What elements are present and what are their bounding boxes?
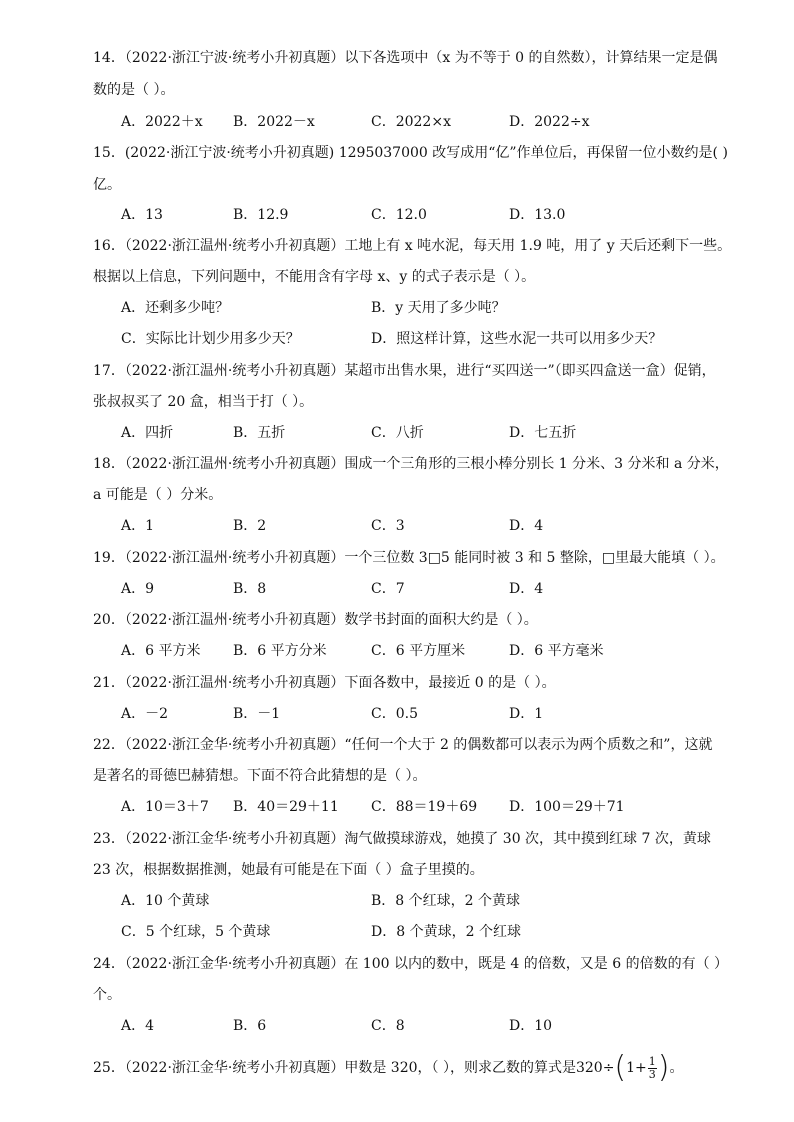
q18-option-b: B．2 <box>233 518 267 534</box>
q22-option-a: A．10＝3＋7 <box>121 799 209 815</box>
q17-option-d: D．七五折 <box>509 425 577 441</box>
q14-option-c: C．2022×x <box>371 114 451 130</box>
question-24-text: 24．（2022·浙江金华·统考小升初真题）在 100 以内的数中，既是 4 的倍数，又是 6 的倍数的有（ ） <box>93 956 729 972</box>
q16-option-c: C．实际比计划少用多少天？ <box>121 331 300 347</box>
q21-option-d: D．1 <box>509 706 544 722</box>
q20-option-c: C．6 平方厘米 <box>371 643 466 659</box>
question-16-text: 16．（2022·浙江温州·统考小升初真题）工地上有 x 吨水泥，每天用 1.9 吨，用了 y 天后还剩下一些。 <box>93 238 732 254</box>
question-15-text-cont: 亿。 <box>93 177 121 193</box>
q19-option-a: A．9 <box>121 581 155 597</box>
q22-option-d: D．100＝29＋71 <box>509 799 625 815</box>
q22-option-b: B．40＝29＋11 <box>233 799 339 815</box>
question-14-text: 14．（2022·浙江宁波·统考小升初真题）以下各选项中（x 为不等于 0 的自然数），计算结果一定是偶 <box>93 50 718 66</box>
question-18-text-cont: a 可能是（ ）分米。 <box>93 487 223 503</box>
q25-close-paren: ) <box>657 1050 670 1085</box>
question-19-text: 19．（2022·浙江温州·统考小升初真题）一个三位数 3□5 能同时被 3 和 5 整除，□里最大能填（ ）。 <box>93 550 725 566</box>
q25-formula <box>575 1050 684 1085</box>
q18-option-a: A．1 <box>121 518 155 534</box>
q21-option-c: C．0.5 <box>371 706 418 722</box>
q25-fraction-numerator: 1 <box>648 1054 656 1068</box>
q19-option-c: C．7 <box>371 581 405 597</box>
q17-option-b: B．五折 <box>233 425 286 441</box>
q24-option-a: A．4 <box>121 1018 155 1034</box>
question-16-text-cont: 根据以上信息，下列问题中，不能用含有字母 x、y 的式子表示是（ ）。 <box>93 269 536 285</box>
q24-option-b: B．6 <box>233 1018 267 1034</box>
q17-option-c: C．八折 <box>371 425 424 441</box>
q20-option-b: B．6 平方分米 <box>233 643 327 659</box>
question-15-text: 15．(2022·浙江宁波·统考小升初真题) 1295037000 改写成用“亿”作单位后，再保留一位小数约是( ) <box>93 145 728 161</box>
q19-option-b: B．8 <box>233 581 267 597</box>
q15-option-a: A．13 <box>121 207 163 223</box>
question-25 <box>93 1050 684 1085</box>
q20-option-d: D．6 平方毫米 <box>509 643 604 659</box>
question-22-text-cont: 是著名的哥德巴赫猜想。下面不符合此猜想的是（ ）。 <box>93 768 427 784</box>
q14-option-d: D．2022÷x <box>509 114 590 130</box>
q15-option-c: C．12.0 <box>371 207 427 223</box>
question-21-text: 21．（2022·浙江温州·统考小升初真题）下面各数中，最接近 0 的是（ ）。 <box>93 675 556 691</box>
q23-option-d: D．8 个黄球，2 个红球 <box>371 924 521 940</box>
q14-option-a: A．2022＋x <box>121 114 203 130</box>
q17-option-a: A．四折 <box>121 425 174 441</box>
q25-open-paren: ( <box>614 1050 627 1085</box>
q15-option-d: D．13.0 <box>509 207 566 223</box>
question-23-text-cont: 23 次，根据数据推测，她最有可能是在下面（ ）盒子里摸的。 <box>93 862 484 878</box>
question-17-text: 17．（2022·浙江温州·统考小升初真题）某超市出售水果，进行“买四送一”（即买四盒送一盒）促销， <box>93 363 716 379</box>
q15-option-b: B．12.9 <box>233 207 289 223</box>
q21-option-b: B．－1 <box>233 706 281 722</box>
question-25-text: 25．（2022·浙江金华·统考小升初真题）甲数是 320，（ ），则求乙数的算式是 <box>93 1060 576 1076</box>
q24-option-d: D．10 <box>509 1018 553 1034</box>
q25-formula-base: 320÷ <box>575 1060 615 1076</box>
q16-option-b: B．y 天用了多少吨？ <box>371 300 506 316</box>
q23-option-a: A．10 个黄球 <box>121 893 210 909</box>
q25-formula-end: 。 <box>669 1060 684 1076</box>
q23-option-b: B．8 个红球，2 个黄球 <box>371 893 521 909</box>
q21-option-a: A．－2 <box>121 706 169 722</box>
question-14-text-cont: 数的是（ ）。 <box>93 82 175 98</box>
q16-option-d: D．照这样计算，这些水泥一共可以用多少天？ <box>371 331 663 347</box>
q18-option-c: C．3 <box>371 518 405 534</box>
question-23-text: 23．（2022·浙江金华·统考小升初真题）淘气做摸球游戏，她摸了 30 次，其中摸到红球 7 次，黄球 <box>93 831 711 847</box>
q18-option-d: D．4 <box>509 518 544 534</box>
q24-option-c: C．8 <box>371 1018 405 1034</box>
question-18-text: 18．（2022·浙江温州·统考小升初真题）围成一个三角形的三根小棒分别长 1 分米、3 分米和 a 分米， <box>93 456 729 472</box>
question-20-text: 20．（2022·浙江温州·统考小升初真题）数学书封面的面积大约是（ ）。 <box>93 612 538 628</box>
q16-option-a: A．还剩多少吨？ <box>121 300 230 316</box>
q22-option-c: C．88＝19＋69 <box>371 799 478 815</box>
question-24-text-cont: 个。 <box>93 987 121 1003</box>
q20-option-a: A．6 平方米 <box>121 643 201 659</box>
q25-fraction <box>648 1056 657 1081</box>
question-17-text-cont: 张叔叔买了 20 盒，相当于打（ ）。 <box>93 394 314 410</box>
q25-fraction-denominator: 3 <box>648 1067 656 1081</box>
q14-option-b: B．2022－x <box>233 114 315 130</box>
q19-option-d: D．4 <box>509 581 544 597</box>
question-22-text: 22．（2022·浙江金华·统考小升初真题）“任何一个大于 2 的偶数都可以表示为两个质数之和”，这就 <box>93 737 713 753</box>
q25-formula-one: 1+ <box>626 1060 647 1076</box>
q23-option-c: C．5 个红球，5 个黄球 <box>121 924 271 940</box>
